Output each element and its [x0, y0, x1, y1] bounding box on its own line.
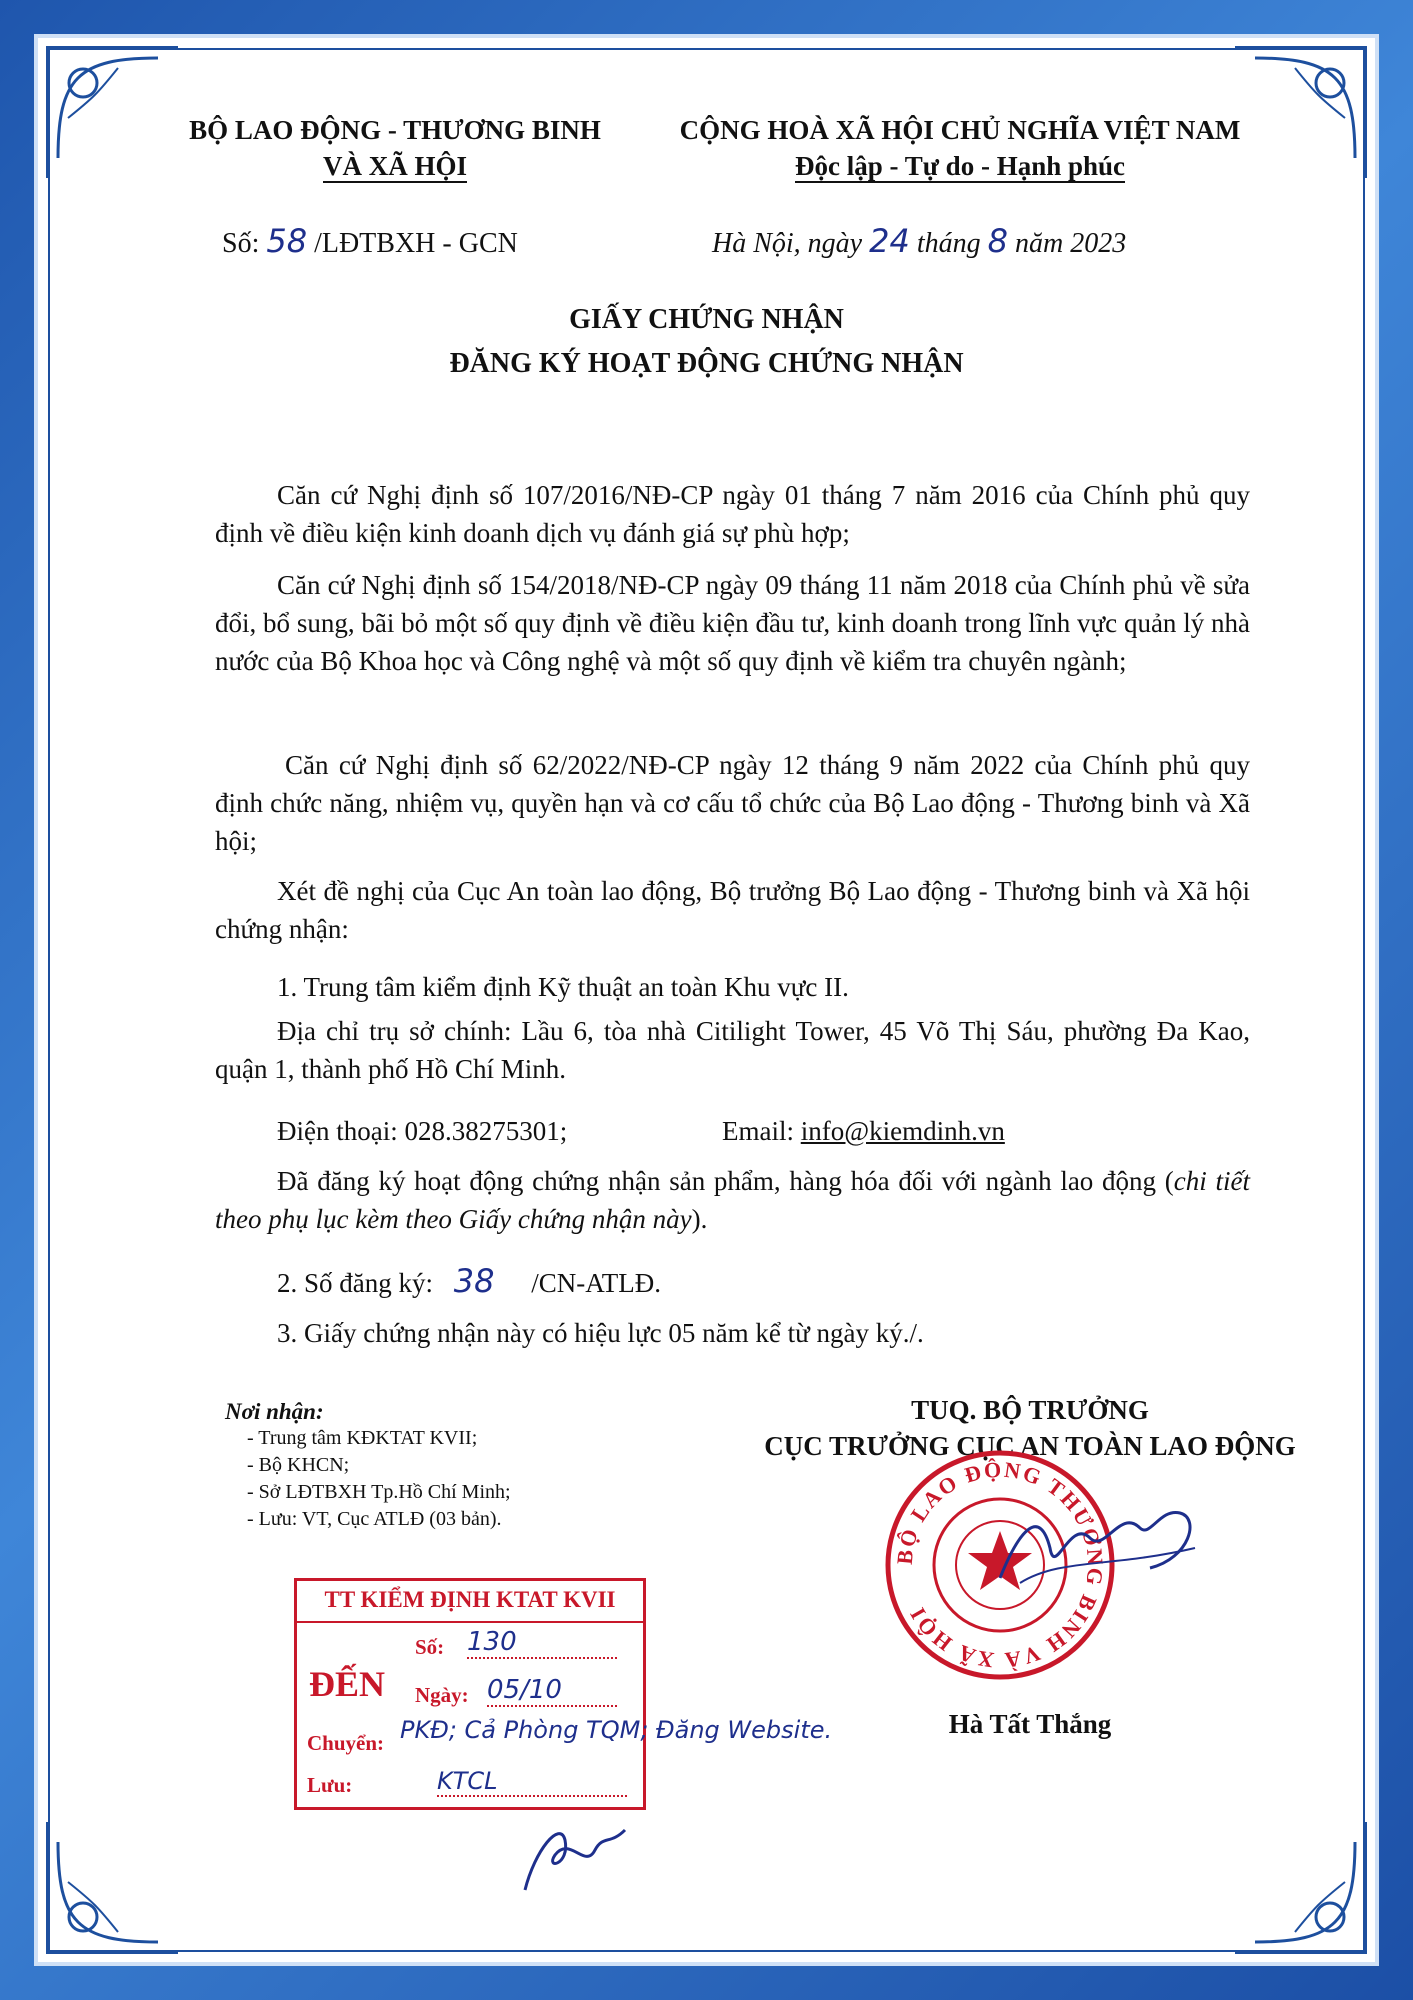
recipients	[225, 1398, 645, 1533]
received-stamp-luu-value: KTCL	[437, 1767, 627, 1797]
received-stamp-chuyen-label: Chuyển:	[307, 1731, 385, 1755]
received-stamp-so-label: Số:	[415, 1635, 445, 1659]
received-stamp-luu-label: Lưu:	[307, 1773, 353, 1797]
document-number: Số: 58 /LĐTBXH - GCN	[222, 222, 518, 260]
recipient-item: - Trung tâm KĐKTAT KVII;	[247, 1427, 478, 1449]
received-stamp-chuyen-value: PKĐ; Cả Phòng TQM; Đăng Website.	[400, 1716, 833, 1744]
ministry-line2: VÀ XÃ HỘI	[322, 151, 467, 181]
corner-ornament-icon	[1225, 1812, 1375, 1962]
signature-line1: TUQ. BỘ TRƯỞNG	[911, 1395, 1149, 1425]
received-stamp-so-value: 130	[467, 1627, 617, 1659]
ministry-header	[165, 112, 625, 184]
received-stamp-ngay-label: Ngày:	[415, 1683, 469, 1707]
recipient-item: - Sở LĐTBXH Tp.Hồ Chí Minh;	[247, 1481, 511, 1503]
svg-text:BỘ LAO ĐỘNG THƯƠNG BINH VÀ XÃ: BỘ LAO ĐỘNG THƯƠNG BINH VÀ XÃ HỘI	[891, 1456, 1109, 1674]
signature-line2: CỤC TRƯỞNG CỤC AN TOÀN LAO ĐỘNG	[764, 1431, 1296, 1461]
initial-signature	[515, 1810, 635, 1900]
received-stamp-den: ĐẾN	[309, 1664, 386, 1704]
paragraph-3: Căn cứ Nghị định số 62/2022/NĐ-CP ngày 12 tháng 9 năm 2022 của Chính phủ quy định chức năng, nhiệm vụ, quyền hạn và cơ cấu tổ chức của Bộ Lao động - Thương binh và Xã hội;	[215, 750, 1250, 856]
received-stamp-ngay-value: 05/10	[487, 1675, 617, 1707]
page-title: GIẤY CHỨNG NHẬN ĐĂNG KÝ HOẠT ĐỘNG CHỨNG NHẬN	[449, 304, 964, 379]
paragraph-4: Xét đề nghị của Cục An toàn lao động, Bộ trưởng Bộ Lao động - Thương binh và Xã hội chứng nhận:	[215, 876, 1250, 944]
received-stamp	[294, 1578, 646, 1810]
country-line1: CỘNG HOÀ XÃ HỘI CHỦ NGHĨA VIỆT NAM	[679, 115, 1241, 145]
email-link[interactable]: info@kiemdinh.vn	[800, 1116, 1005, 1146]
item-3: 3. Giấy chứng nhận này có hiệu lực 05 năm kể từ ngày ký./.	[277, 1318, 924, 1348]
initial-signature-icon	[515, 1810, 635, 1900]
recipient-item: - Lưu: VT, Cục ATLĐ (03 bản).	[247, 1508, 502, 1530]
ministry-line1: BỘ LAO ĐỘNG - THƯƠNG BINH	[189, 115, 601, 145]
item-2: 2. Số đăng ký: 38 /CN-ATLĐ.	[277, 1262, 661, 1300]
address: Địa chỉ trụ sở chính: Lầu 6, tòa nhà Citilight Tower, 45 Võ Thị Sáu, phường Đa Kao, quận 1, thành phố Hồ Chí Minh.	[215, 1016, 1250, 1084]
phone: Điện thoại: 028.38275301;	[277, 1116, 568, 1146]
signature-icon	[980, 1488, 1220, 1608]
recipients-title: Nơi nhận:	[225, 1399, 324, 1424]
registered-activity: Đã đăng ký hoạt động chứng nhận sản phẩm, hàng hóa đối với ngành lao động (chi tiết theo phụ lục kèm theo Giấy chứng nhận này).	[215, 1166, 1250, 1234]
paragraph-2: Căn cứ Nghị định số 154/2018/NĐ-CP ngày 09 tháng 11 năm 2018 của Chính phủ về sửa đổi, bổ sung, bãi bỏ một số quy định về điều kiện đầu tư, kinh doanh trong lĩnh vực quản lý nhà nước của Bộ Khoa học và Công nghệ và một số quy định về kiểm tra chuyên ngành;	[215, 570, 1250, 676]
signer-name: Hà Tất Thắng	[948, 1709, 1112, 1739]
received-stamp-org: TT KIỂM ĐỊNH KTAT KVII	[324, 1587, 616, 1612]
paragraph-1: Căn cứ Nghị định số 107/2016/NĐ-CP ngày 01 tháng 7 năm 2016 của Chính phủ quy định về điều kiện kinh doanh dịch vụ đánh giá sự phù hợp;	[215, 480, 1250, 548]
recipient-item: - Bộ KHCN;	[247, 1454, 350, 1476]
handwritten-signature	[980, 1488, 1220, 1608]
document-date: Hà Nội, ngày 24 tháng 8 năm 2023	[712, 222, 1127, 260]
email-line: Email: info@kiemdinh.vn	[722, 1116, 1005, 1146]
country-header	[640, 112, 1280, 184]
motto: Độc lập - Tự do - Hạnh phúc	[794, 151, 1126, 181]
item-1: 1. Trung tâm kiểm định Kỹ thuật an toàn Khu vực II.	[277, 972, 849, 1002]
corner-ornament-icon	[38, 1812, 188, 1962]
